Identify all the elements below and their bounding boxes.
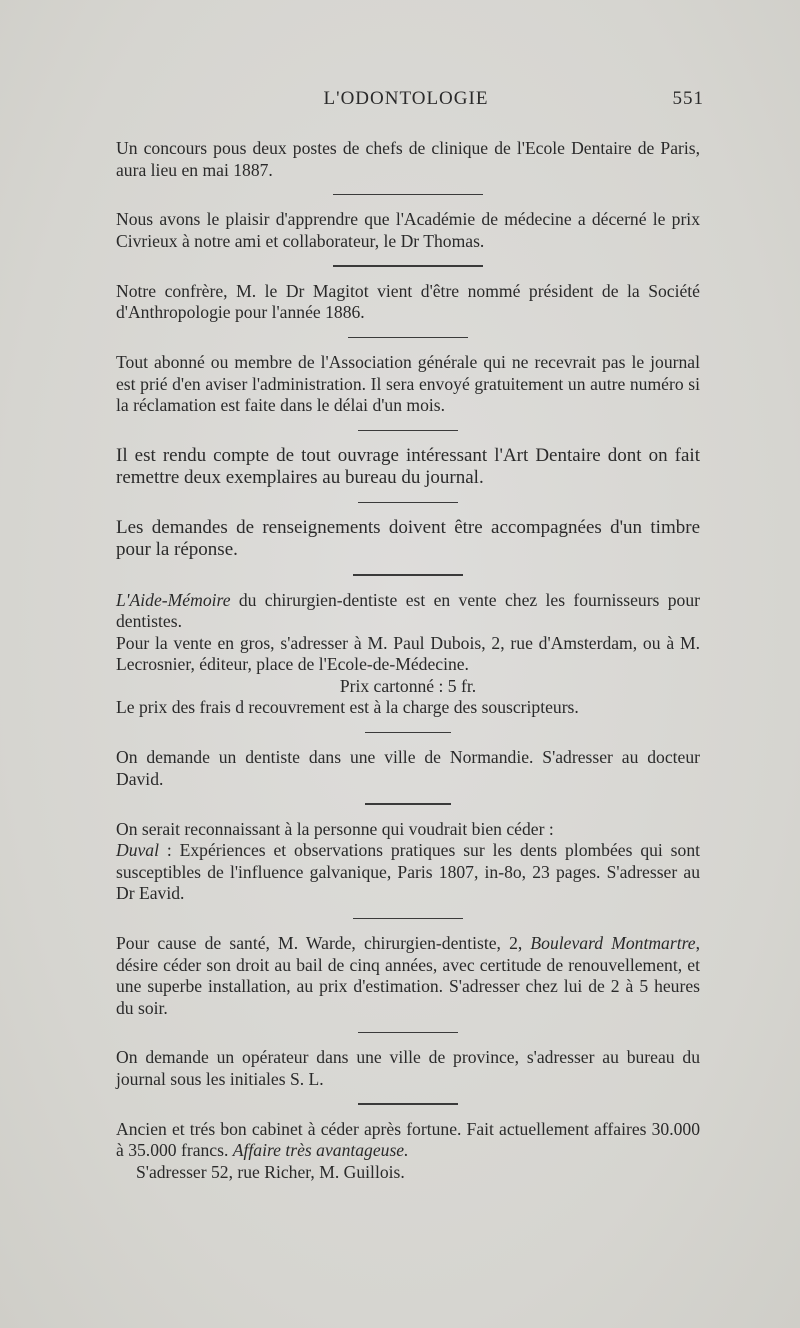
price: Prix cartonné : 5 fr. bbox=[339, 675, 477, 696]
page-number: 551 bbox=[672, 88, 704, 109]
contact-address: S'adresser 52, rue Richer, M. Guillois. bbox=[136, 1161, 405, 1182]
notice-duval bbox=[116, 819, 700, 905]
notices-column bbox=[116, 138, 700, 1183]
notice-text: Il est rendu compte de tout ouvrage intéressant l'Art Dentaire dont on fait remettre deux exemplaires au bureau du journal. bbox=[116, 445, 700, 489]
notice-ouvrage bbox=[116, 445, 700, 489]
separator-rule bbox=[365, 803, 451, 804]
notice-text-start: Ancien et trés bon cabinet à céder après fortune. Fait actuellement affaires 30.000 à 35.000 francs. bbox=[116, 1118, 700, 1161]
notice-text: On demande un dentiste dans une ville de Normandie. S'adresser au docteur David. bbox=[116, 747, 700, 789]
notice-magitot bbox=[116, 281, 700, 324]
separator-rule bbox=[358, 502, 458, 503]
notice-text: Tout abonné ou membre de l'Association générale qui ne recevrait pas le journal est prié d'en aviser l'administration. Il sera envoyé gratuitement un autre numéro si la réclamation est faite dans le délai d'un mois. bbox=[116, 352, 700, 416]
notice-text: Un concours pous deux postes de chefs de clinique de l'Ecole Dentaire de Paris, aura lieu en mai 1887. bbox=[116, 138, 700, 180]
notice-text: On serait reconnaissant à la personne qui voudrait bien céder : bbox=[116, 818, 554, 839]
separator-rule bbox=[358, 430, 458, 431]
notice-text: Nous avons le plaisir d'apprendre que l'Académie de médecine a décerné le prix Civrieux à notre ami et collaborateur, le Dr Thomas. bbox=[116, 209, 700, 251]
notice-text-start: Pour cause de santé, M. Warde, chirurgien-dentiste, 2, bbox=[116, 933, 531, 954]
notice-text: On demande un opérateur dans une ville de province, s'adresser au bureau du journal sous les initiales S. L. bbox=[116, 1047, 700, 1089]
separator-rule bbox=[365, 732, 451, 733]
notice-normandie bbox=[116, 747, 700, 790]
notice-renseignements bbox=[116, 517, 700, 561]
page-header bbox=[116, 88, 704, 118]
notice-text bbox=[116, 590, 700, 633]
book-title: L'Aide-Mémoire bbox=[116, 589, 231, 610]
notice-aide-memoire bbox=[116, 590, 700, 719]
notice-operateur bbox=[116, 1047, 700, 1090]
separator-rule bbox=[358, 1032, 458, 1033]
book-description: : Expériences et observations pratiques sur les dents plombées qui sont susceptibles de l'influence galvanique, Paris 1807, in-8o, 23 pages. S'adresser au Dr Eavid. bbox=[116, 840, 700, 904]
separator-rule bbox=[348, 337, 468, 338]
notice-prix-civrieux bbox=[116, 209, 700, 252]
notice-sales-info: Pour la vente en gros, s'adresser à M. Paul Dubois, 2, rue d'Amsterdam, ou à M. Lecrosnier, éditeur, place de l'Ecole-de-Médecine. bbox=[116, 632, 700, 675]
separator-rule bbox=[358, 1103, 458, 1104]
notice-cabinet bbox=[116, 1119, 700, 1184]
notice-text-end: , désire céder son droit au bail de cinq années, avec certitude de renouvellement, et une superbe installation, au prix d'estimation. S'adresser chez lui de 2 à 5 heures du soir. bbox=[116, 933, 700, 1018]
notice-text: Les demandes de renseignements doivent être accompagnées d'un timbre pour la réponse. bbox=[116, 517, 700, 561]
notice-fees-info: Le prix des frais d recouvrement est à la charge des souscripteurs. bbox=[116, 697, 579, 718]
notice-text bbox=[116, 933, 700, 1019]
notice-text: Notre confrère, M. le Dr Magitot vient d'être nommé président de la Société d'Anthropologie pour l'année 1886. bbox=[116, 280, 700, 323]
separator-rule bbox=[333, 194, 483, 195]
running-title: L'ODONTOLOGIE bbox=[323, 88, 489, 109]
notice-text-continued bbox=[116, 840, 700, 905]
author-name: Duval bbox=[116, 840, 159, 861]
emphasis: Affaire très avantageuse. bbox=[232, 1140, 409, 1161]
notice-abonne bbox=[116, 352, 700, 417]
notice-concours bbox=[116, 138, 700, 181]
separator-rule bbox=[353, 918, 463, 919]
separator-rule bbox=[333, 265, 483, 266]
address: Boulevard Montmartre bbox=[530, 933, 696, 954]
notice-text bbox=[116, 1119, 700, 1162]
separator-rule bbox=[353, 574, 463, 575]
notice-warde bbox=[116, 933, 700, 1019]
notice-text-continued: du chirurgien-dentiste est en vente chez les fournisseurs pour dentistes. bbox=[116, 589, 700, 632]
